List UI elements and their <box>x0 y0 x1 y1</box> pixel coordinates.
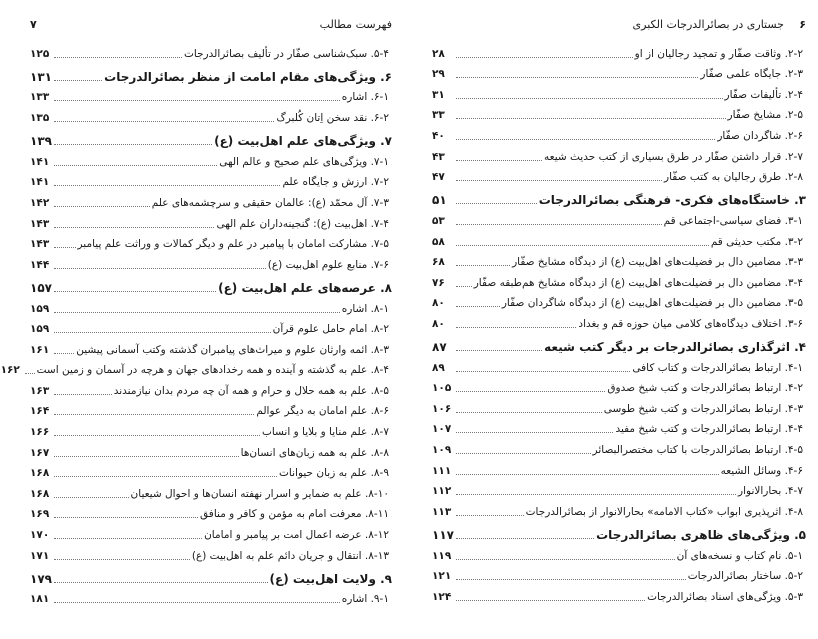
dot-leader <box>54 497 129 498</box>
dot-leader <box>54 185 280 186</box>
entry-page-number: ۴۷ <box>432 171 445 184</box>
entry-title: ۸. عرصه‌های علم اهل‌بیت (ع) <box>218 280 392 295</box>
toc-entry <box>30 316 392 337</box>
entry-title: ۳-۳. مضامین دال بر فضیلت‌های اهل‌بیت (ع) از دیدگاه مشایخ صفّار <box>512 256 803 269</box>
entry-title: ۵-۱. نام کتاب و نسخه‌های آن <box>676 549 803 562</box>
dot-leader <box>456 494 736 495</box>
entry-page-number: ۳۳ <box>432 109 445 122</box>
entry-page-number: ۱۲۱ <box>432 570 452 583</box>
entry-title: ۸-۱۱. معرفت امام به مؤمن و کافر و منافق <box>200 508 389 521</box>
entry-page-number: ۱۷۹ <box>30 571 52 586</box>
left-page <box>0 0 392 639</box>
entry-page-number: ۱۳۹ <box>30 134 52 149</box>
toc-chapter <box>30 125 392 148</box>
entry-page-number: ۱۰۷ <box>432 423 452 436</box>
toc-entry <box>432 143 806 164</box>
entry-title: ۵-۴. سبک‌شناسی صفّار در تألیف بصائرالدرجات <box>183 47 389 60</box>
entry-page-number: ۱۰۵ <box>432 382 452 395</box>
toc-entry <box>432 542 806 563</box>
entry-title: ۸-۵. علم به همه حلال و حرام و همه آن چه مردم بدان نیازمندند <box>113 384 389 397</box>
entry-title: ۲-۶. شاگردان صفّار <box>717 129 803 142</box>
entry-page-number: ۱۱۹ <box>432 549 452 562</box>
toc-entry <box>30 231 392 252</box>
toc-chapter <box>30 563 392 586</box>
entry-page-number: ۵۱ <box>432 193 447 208</box>
entry-title: ۷-۵. مشارکت امامان با پیامبر در علم و دیگر کمالات و وراثت علم پیامبر <box>77 238 389 251</box>
running-title: فهرست مطالب <box>319 17 392 31</box>
toc-list <box>432 40 806 604</box>
entry-page-number: ۱۶۸ <box>30 487 50 500</box>
dot-leader <box>456 327 576 328</box>
dot-leader <box>456 350 542 351</box>
entry-title: ۷-۱. ویژگی‌های علم صحیح و عالم الهی <box>219 155 389 168</box>
dot-leader <box>54 602 340 603</box>
dot-leader <box>456 306 500 307</box>
entry-page-number: ۱۴۱ <box>30 176 50 189</box>
dot-leader <box>54 57 182 58</box>
entry-page-number: ۱۶۷ <box>30 446 50 459</box>
page-header <box>30 16 392 32</box>
entry-title: ۸-۱. اشاره <box>341 302 389 315</box>
page-number: ۶ <box>799 17 806 31</box>
toc-entry <box>432 61 806 82</box>
entry-page-number: ۸۰ <box>432 297 445 310</box>
entry-page-number: ۱۳۵ <box>30 111 50 124</box>
dot-leader <box>54 476 277 477</box>
entry-title: ۴. اثرگذاری بصائرالدرجات بر دیگر کتب شیعه <box>544 340 806 355</box>
toc-entry <box>30 501 392 522</box>
entry-title: ۹-۱. اشاره <box>341 593 389 606</box>
entry-title: ۶. ویژگی‌های مقام امامت از منظر بصائرالدرجات <box>104 69 392 84</box>
entry-page-number: ۱۶۴ <box>30 405 50 418</box>
entry-page-number: ۷۶ <box>432 276 445 289</box>
dot-leader <box>54 332 271 333</box>
toc-entry <box>30 460 392 481</box>
entry-page-number: ۱۱۲ <box>432 485 452 498</box>
toc-entry <box>432 122 806 143</box>
entry-page-number: ۱۷۰ <box>30 529 50 542</box>
entry-title: ۲-۲. وثاقت صفّار و تمجید رجالیان از او <box>634 47 803 60</box>
entry-title: ۶-۱. اشاره <box>341 91 389 104</box>
toc-entry <box>30 521 392 542</box>
dot-leader <box>54 394 112 395</box>
entry-page-number: ۱۶۹ <box>30 508 50 521</box>
toc-entry <box>30 439 392 460</box>
dot-leader <box>456 474 719 475</box>
entry-page-number: ۱۱۱ <box>432 464 452 477</box>
toc-entry <box>432 395 806 416</box>
entry-title: ۷. ویژگی‌های علم اهل‌بیت (ع) <box>214 134 392 149</box>
dot-leader <box>54 414 254 415</box>
running-title: جستاری در بصائرالدرجات الکبری <box>632 17 784 31</box>
entry-page-number: ۱۶۸ <box>30 467 50 480</box>
toc-entry <box>30 40 392 61</box>
dot-leader <box>54 144 212 145</box>
entry-title: ۳-۱. فضای سیاسی-اجتماعی قم <box>663 214 803 227</box>
toc-entry <box>30 84 392 105</box>
entry-page-number: ۴۰ <box>432 129 445 142</box>
dot-leader <box>54 206 150 207</box>
entry-title: ۸-۷. علم منایا و بلایا و انساب <box>261 426 389 439</box>
dot-leader <box>456 265 510 266</box>
dot-leader <box>54 268 266 269</box>
toc-entry <box>30 480 392 501</box>
entry-page-number: ۱۴۲ <box>30 196 50 209</box>
entry-page-number: ۱۱۳ <box>432 505 452 518</box>
toc-entry <box>432 583 806 604</box>
entry-page-number: ۱۷۱ <box>30 549 50 562</box>
entry-page-number: ۱۴۳ <box>30 217 50 230</box>
toc-chapter <box>432 519 806 542</box>
entry-title: ۹. ولایت اهل‌بیت (ع) <box>269 571 392 586</box>
dot-leader <box>54 227 214 228</box>
dot-leader <box>456 160 542 161</box>
dot-leader <box>54 80 102 81</box>
toc-entry <box>432 269 806 290</box>
toc-entry <box>432 207 806 228</box>
entry-title: ۸-۱۳. انتقال و جریان دائم علم به اهل‌بیت (ع) <box>191 549 389 562</box>
dot-leader <box>456 203 537 204</box>
dot-leader <box>54 247 76 248</box>
toc-entry <box>30 189 392 210</box>
entry-page-number: ۱۲۴ <box>432 590 452 603</box>
entry-page-number: ۲۹ <box>432 68 445 81</box>
dot-leader <box>54 100 340 101</box>
entry-page-number: ۱۸۱ <box>30 593 50 606</box>
toc-entry <box>432 249 806 270</box>
toc-chapter <box>30 61 392 84</box>
entry-page-number: ۶۸ <box>432 256 445 269</box>
entry-page-number: ۱۶۶ <box>30 426 50 439</box>
entry-page-number: ۸۰ <box>432 317 445 330</box>
toc-entry <box>432 375 806 396</box>
toc-entry <box>432 102 806 123</box>
entry-page-number: ۳۱ <box>432 88 445 101</box>
toc-entry <box>432 310 806 331</box>
toc-entry <box>30 295 392 316</box>
toc-entry <box>30 586 392 607</box>
dot-leader <box>456 245 709 246</box>
entry-title: ۲-۷. قرار داشتن صفّار در طرق بسیاری از کتب حدیث شیعه <box>544 150 803 163</box>
toc-entry <box>432 498 806 519</box>
entry-title: ۸-۹. علم به زبان حیوانات <box>279 467 389 480</box>
toc-entry <box>432 436 806 457</box>
entry-title: ۴-۸. اثرپذیری ابواب «کتاب الامامه» بحارالانوار از بصائرالدرجات <box>525 505 803 518</box>
entry-title: ۷-۲. ارزش و جایگاه علم <box>282 176 389 189</box>
entry-page-number: ۱۶۳ <box>30 384 50 397</box>
dot-leader <box>25 373 35 374</box>
dot-leader <box>54 517 198 518</box>
entry-page-number: ۱۶۲ <box>0 364 20 377</box>
entry-page-number: ۱۱۷ <box>432 528 454 543</box>
entry-title: ۵-۲. ساختار بصائرالدرجات <box>687 570 803 583</box>
toc-entry <box>30 104 392 125</box>
dot-leader <box>54 121 274 122</box>
entry-title: ۴-۵. ارتباط بصائرالدرجات با کتاب مختصرالبصائر <box>592 444 803 457</box>
toc-entry <box>30 398 392 419</box>
entry-title: ۴-۷. بحارالانوار <box>738 485 803 498</box>
entry-title: ۶-۲. نقد سخن اِتان کُلبرگ <box>276 111 389 124</box>
entry-page-number: ۱۰۶ <box>432 402 452 415</box>
entry-title: ۸-۲. امام حامل علوم قرآن <box>272 323 389 336</box>
entry-title: ۸-۸. علم به همه زبان‌های انسان‌ها <box>240 446 389 459</box>
toc-entry <box>432 478 806 499</box>
dot-leader <box>456 412 602 413</box>
toc-list <box>0 40 392 606</box>
toc-chapter <box>30 272 392 295</box>
entry-page-number: ۱۳۳ <box>30 91 50 104</box>
entry-title: ۷-۶. منابع علوم اهل‌بیت (ع) <box>267 258 389 271</box>
entry-title: ۳-۲. مکتب حدیثی قم <box>710 235 803 248</box>
dot-leader <box>456 57 633 58</box>
right-page <box>432 0 806 639</box>
entry-title: ۸-۴. علم به گذشته و آینده و همه رخدادهای جهان و هرچه در آسمان و زمین است <box>36 364 389 377</box>
dot-leader <box>456 600 645 601</box>
dot-leader <box>456 98 723 99</box>
entry-page-number: ۱۵۹ <box>30 302 50 315</box>
dot-leader <box>54 456 239 457</box>
toc-entry <box>30 336 392 357</box>
dot-leader <box>54 582 268 583</box>
entry-title: ۷-۳. آل محمّد (ع): عالمان حقیقی و سرچشمه‌های علم <box>151 196 389 209</box>
entry-page-number: ۱۵۷ <box>30 280 52 295</box>
dot-leader <box>456 559 675 560</box>
toc-entry <box>432 563 806 584</box>
dot-leader <box>54 435 260 436</box>
entry-page-number: ۲۸ <box>432 47 445 60</box>
dot-leader <box>456 515 524 516</box>
dot-leader <box>456 118 726 119</box>
dot-leader <box>54 165 217 166</box>
toc-chapter <box>432 331 806 354</box>
entry-title: ۸-۱۲. عرضه اعمال امت بر پیامبر و امامان <box>204 529 389 542</box>
toc-entry <box>432 290 806 311</box>
entry-page-number: ۱۵۹ <box>30 323 50 336</box>
dot-leader <box>54 538 202 539</box>
entry-title: ۳. خاستگاه‌های فکری- فرهنگی بصائرالدرجات <box>538 193 806 208</box>
dot-leader <box>54 559 190 560</box>
toc-chapter <box>432 184 806 207</box>
entry-title: ۷-۴. اهل‌بیت (ع): گنجینه‌داران علم الهی <box>216 217 389 230</box>
toc-entry <box>30 148 392 169</box>
dot-leader <box>456 224 662 225</box>
entry-page-number: ۱۴۱ <box>30 155 50 168</box>
entry-title: ۴-۴. ارتباط بصائرالدرجات و کتب شیخ مفید <box>615 423 803 436</box>
entry-page-number: ۱۴۳ <box>30 238 50 251</box>
entry-title: ۴-۱. ارتباط بصائرالدرجات و کتاب کافی <box>632 361 803 374</box>
dot-leader <box>456 180 662 181</box>
toc-entry <box>432 354 806 375</box>
entry-page-number: ۴۳ <box>432 150 445 163</box>
entry-page-number: ۱۶۱ <box>30 343 50 356</box>
toc-entry <box>30 377 392 398</box>
dot-leader <box>54 312 340 313</box>
entry-page-number: ۱۳۱ <box>30 69 52 84</box>
dot-leader <box>456 139 715 140</box>
entry-title: ۴-۳. ارتباط بصائرالدرجات و کتب شیخ طوسی <box>603 402 803 415</box>
entry-page-number: ۸۹ <box>432 361 445 374</box>
dot-leader <box>456 538 594 539</box>
toc-entry <box>30 169 392 190</box>
entry-title: ۵. ویژگی‌های ظاهری بصائرالدرجات <box>596 528 806 543</box>
entry-title: ۲-۵. مشایخ صفّار <box>727 109 803 122</box>
page-number: ۷ <box>30 17 37 31</box>
entry-page-number: ۸۷ <box>432 340 447 355</box>
toc-entry <box>0 357 392 378</box>
entry-title: ۲-۸. طرق رجالیان به کتب صفّار <box>664 171 803 184</box>
entry-title: ۳-۶. اختلاف دیدگاه‌های کلامی میان حوزه قم و بغداد <box>578 317 803 330</box>
entry-title: ۸-۳. ائمه وارثان علوم و میراث‌های پیامبران گذشته وکتب آسمانی پیشین <box>76 343 389 356</box>
toc-entry <box>432 416 806 437</box>
toc-entry <box>30 210 392 231</box>
dot-leader <box>456 579 686 580</box>
toc-entry <box>30 251 392 272</box>
entry-title: ۵-۳. ویژگی‌های اسناد بصائرالدرجات <box>647 590 803 603</box>
toc-entry <box>432 228 806 249</box>
dot-leader <box>54 353 74 354</box>
entry-page-number: ۵۸ <box>432 235 445 248</box>
toc-entry <box>432 164 806 185</box>
dot-leader <box>456 453 591 454</box>
dot-leader <box>456 371 630 372</box>
toc-entry <box>432 81 806 102</box>
entry-page-number: ۵۳ <box>432 214 445 227</box>
entry-page-number: ۱۲۵ <box>30 47 50 60</box>
toc-entry <box>30 418 392 439</box>
entry-title: ۳-۵. مضامین دال بر فضیلت‌های اهل‌بیت (ع) از دیدگاه شاگردان صفّار <box>501 297 803 310</box>
entry-page-number: ۱۰۹ <box>432 444 452 457</box>
dot-leader <box>456 286 472 287</box>
dot-leader <box>54 291 216 292</box>
toc-entry <box>432 40 806 61</box>
entry-title: ۲-۴. تألیفات صفّار <box>724 88 803 101</box>
page-header <box>432 16 806 32</box>
entry-title: ۴-۶. وسائل الشیعه <box>720 464 803 477</box>
entry-title: ۲-۳. جایگاه علمی صفّار <box>700 68 803 81</box>
entry-page-number: ۱۴۴ <box>30 258 50 271</box>
dot-leader <box>456 77 698 78</box>
toc-entry <box>432 457 806 478</box>
entry-title: ۴-۲. ارتباط بصائرالدرجات و کتب شیخ صدوق <box>607 382 803 395</box>
toc-entry <box>30 542 392 563</box>
entry-title: ۸-۱۰. علم به ضمایر و اسرار نهفته انسان‌ها و احوال شیعیان <box>130 487 389 500</box>
dot-leader <box>456 432 613 433</box>
dot-leader <box>456 391 605 392</box>
entry-title: ۳-۴. مضامین دال بر فضیلت‌های اهل‌بیت (ع) از دیدگاه مشایخ هم‌طبقه صفّار <box>473 276 803 289</box>
entry-title: ۸-۶. علم امامان به دیگر عوالم <box>256 405 389 418</box>
